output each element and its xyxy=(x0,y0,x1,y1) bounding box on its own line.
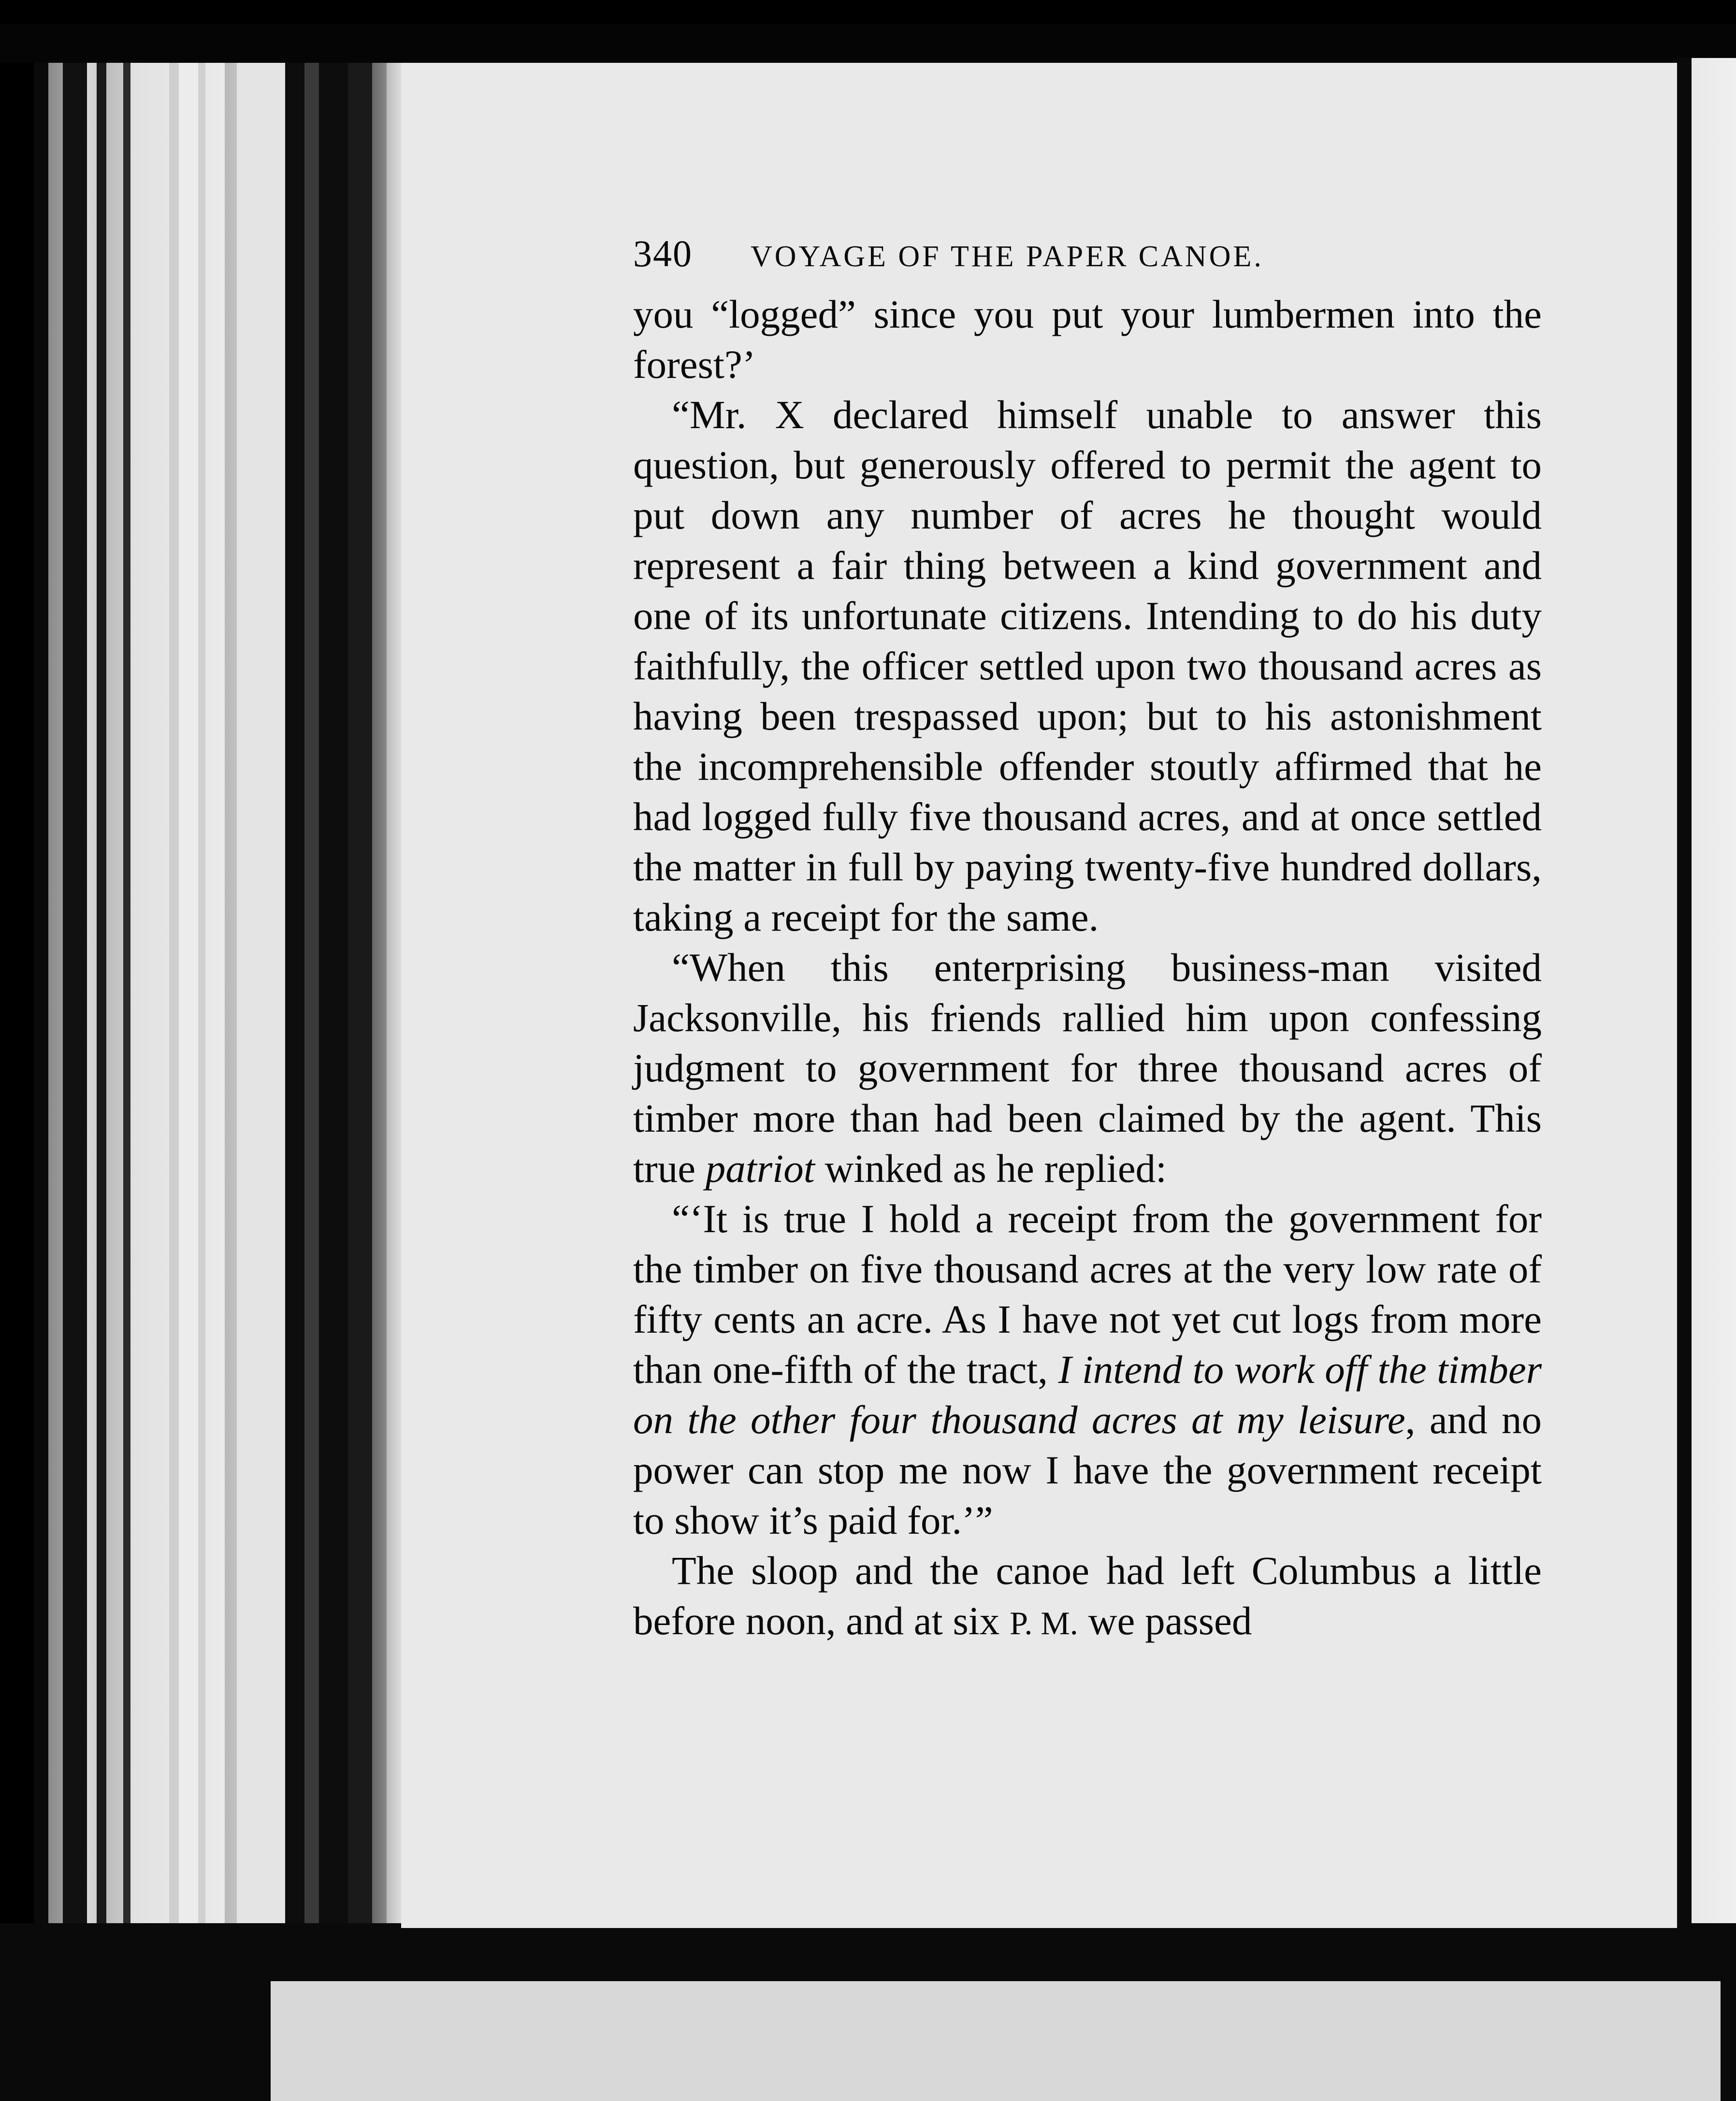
top-border xyxy=(0,24,1736,63)
text-block xyxy=(633,232,1542,1648)
italic-word-patriot: patriot xyxy=(705,1146,815,1191)
paragraph-3-text-end: winked as he replied: xyxy=(814,1146,1167,1191)
page-number: 340 xyxy=(633,232,693,274)
time-pm: P. M. xyxy=(1010,1605,1078,1641)
bottom-page-edge xyxy=(271,1981,1721,2101)
italic-quote: I intend to work off the timber on the other four thousand acres at my leisure xyxy=(633,1347,1542,1442)
paragraph-1: you “logged” since you put your lumbermen into the forest?’ xyxy=(633,292,1542,387)
page-header xyxy=(633,232,1542,285)
running-title: VOYAGE OF THE PAPER CANOE. xyxy=(751,240,1264,273)
paragraph-5-text: The sloop and the canoe had left Columbus a little before noon, and at six xyxy=(633,1548,1542,1643)
paragraph-3 xyxy=(633,942,1542,1194)
paragraph-4-text: “‘It is true I hold a receipt from the government for the timber on five thousand acres at the very low rate of fifty cents an acre. As I have not yet cut logs from more than one-fifth of the tract, xyxy=(633,1196,1542,1392)
paragraph-4-text-end: , and no power can stop me now I have the government receipt to show it’s paid for.’” xyxy=(633,1397,1542,1542)
right-edge xyxy=(1672,58,1736,1943)
paragraph-3-text: “When this enterprising business-man visited Jacksonville, his friends rallied him upon confessing judgment to government for three thousand acres of timber more than had been claimed by the agent. This true xyxy=(633,945,1542,1191)
paragraph-2: “Mr. X declared himself unable to answer this question, but generously offered to permit the agent to put down any number of acres he thought would represent a fair thing between a kind government and one of its unfortunate citizens. Intending to do his duty faithfully, the officer settled upon two thousand acres as having been trespassed upon; but to his astonishment the incomprehensible offender stoutly affirmed that he had logged fully five thousand acres, and at once settled the matter in full by paying twenty-five hundred dollars, taking a receipt for the same. xyxy=(633,392,1542,939)
paragraph-5 xyxy=(633,1545,1542,1648)
book-edge-stripes xyxy=(34,58,401,1933)
paragraph-4 xyxy=(633,1194,1542,1545)
paragraph-5-text-end: we passed xyxy=(1078,1598,1252,1643)
